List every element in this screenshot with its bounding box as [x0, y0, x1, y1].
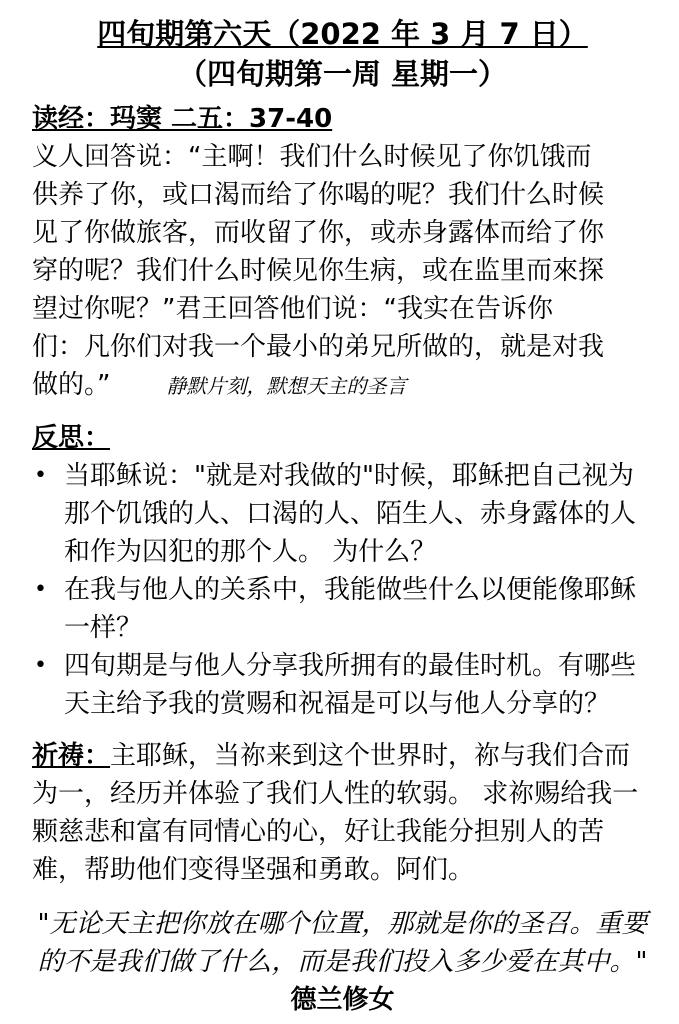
reading-line: 望过你呢？”君王回答他们说：“我实在告诉你 — [32, 294, 553, 324]
list-item — [32, 571, 653, 647]
reflection-heading: 反思： — [32, 423, 111, 453]
quote-text: "无论天主把你放在哪个位置，那就是你的圣召。重要的不是我们做了什么，而是我们投入多少爱在其中。" — [37, 909, 648, 977]
reading-line: 见了你做旅客，而收留了你，或赤身露体而给了你 — [32, 218, 605, 248]
quote-author: 德兰修女 — [290, 985, 395, 1015]
bullet-icon: • — [34, 463, 47, 488]
bullet-icon: • — [34, 577, 47, 602]
reading-line: 们：凡你们对我一个最小的弟兄所做的，就是对我 — [32, 332, 605, 362]
reflection-text: 当耶稣说："就是对我做的"时候，耶稣把自己视为那个饥饿的人、口渴的人、陌生人、赤身露体的人和作为囚犯的那个人。 为什么？ — [64, 461, 637, 567]
reading-line — [32, 366, 653, 405]
prayer-label: 祈祷： — [32, 741, 111, 771]
page-title: 四旬期第六天（2022 年 3 月 7 日） — [97, 17, 588, 51]
silence-note: 静默片刻，默想天主的圣言 — [166, 374, 407, 398]
bullet-icon: • — [34, 653, 47, 678]
prayer-text: 主耶稣，当祢来到这个世界时，祢与我们合而为一，经历并体验了我们人性的软弱。 求祢赐给我一颗慈悲和富有同情心的心，好让我能分担别人的苦难，帮助他们变得坚强和勇敢。阿们。 — [32, 741, 639, 885]
reading-line: 义人回答说：“主啊！我们什么时候见了你饥饿而 — [32, 142, 592, 172]
reflection-list — [32, 457, 653, 723]
reflection-section — [32, 419, 653, 723]
reading-line: 穿的呢？我们什么时候见你生病，或在监里而來探 — [32, 256, 605, 286]
reading-last-line: 做的。” — [32, 370, 111, 400]
reflection-text: 在我与他人的关系中，我能做些什么以便能像耶稣一样？ — [64, 575, 637, 643]
closing-quote — [32, 905, 653, 1019]
reading-section — [32, 100, 653, 405]
list-item — [32, 457, 653, 571]
prayer-section — [32, 737, 653, 889]
reading-heading: 读经：玛窦 二五：37-40 — [32, 104, 333, 134]
page-subtitle: （四旬期第一周 星期一） — [177, 57, 508, 91]
reflection-text: 四旬期是与他人分享我所拥有的最佳时机。有哪些天主给予我的赏赐和祝福是可以与他人分享的？ — [64, 651, 637, 719]
list-item — [32, 647, 653, 723]
reading-line: 供养了你，或口渴而给了你喝的呢？我们什么时候 — [32, 180, 605, 210]
prayer-paragraph — [32, 737, 653, 889]
